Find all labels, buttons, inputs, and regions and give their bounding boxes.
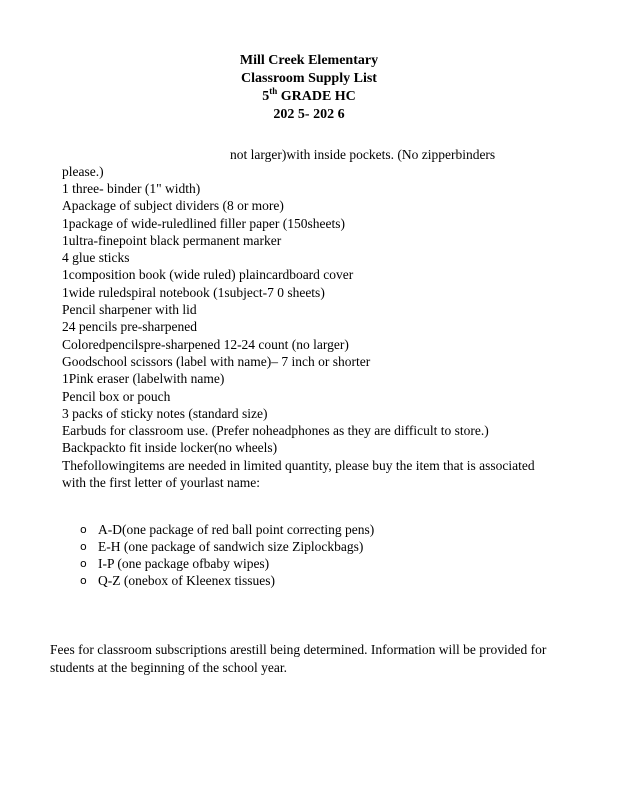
grade-text: GRADE HC	[277, 89, 356, 104]
supply-item	[0, 301, 560, 318]
circle-bullet-icon: o	[80, 540, 87, 553]
supply-item	[0, 232, 560, 249]
supply-item-text: Thefollowingitems are needed in limited quantity, please buy the item that is associated with the first letter of yourlast name:	[62, 457, 535, 491]
supply-item	[0, 249, 560, 266]
school-year: 202 5- 202 6	[273, 107, 345, 122]
supply-item-text: 1 three- binder (1" width)	[62, 181, 201, 196]
last-name-item-text: A-D(one package of red ball point correcting pens)	[98, 522, 375, 537]
grade-number: 5	[262, 89, 270, 104]
last-name-item	[0, 555, 374, 572]
supply-item	[0, 405, 560, 422]
last-name-item-text: E-H (one package of sandwich size Ziplockbags)	[98, 539, 364, 554]
fees-note: Fees for classroom subscriptions arestill being determined. Information will be provided for students at the beginning of the school year.	[50, 642, 547, 675]
supply-item-text: Goodschool scissors (label with name)– 7 inch or shorter	[62, 353, 371, 369]
supply-item	[0, 388, 560, 405]
supply-item-text: Apackage of subject dividers (8 or more)	[62, 198, 284, 214]
list-title: Classroom Supply List	[241, 71, 377, 86]
pre-text-line-2: please.)	[62, 164, 104, 179]
supply-item	[0, 197, 560, 214]
document-title	[0, 52, 618, 124]
supply-item-text: Coloredpencilspre-sharpened 12-24 count (no larger)	[62, 336, 349, 352]
circle-bullet-icon: o	[80, 523, 87, 536]
supply-item-text: Earbuds for classroom use. (Prefer noheadphones as they are difficult to store.)	[62, 423, 489, 439]
supply-item	[0, 318, 560, 335]
last-name-item-text: I-P (one package ofbaby wipes)	[98, 556, 270, 571]
supply-item-text: Pencil box or pouch	[62, 388, 171, 404]
supply-item-text: 1Pink eraser (labelwith name)	[62, 371, 225, 387]
last-name-item-list	[0, 521, 374, 589]
last-name-item	[0, 538, 374, 555]
supply-item	[0, 370, 560, 387]
supply-item-text: 1wide ruledspiral notebook (1subject-7 0 sheets)	[62, 284, 325, 300]
supply-item	[0, 215, 560, 232]
supply-item-text: Backpackto fit inside locker(no wheels)	[62, 440, 278, 456]
supply-item	[0, 180, 560, 197]
supply-item-text: 3 packs of sticky notes (standard size)	[62, 405, 268, 421]
supply-item-text: 4 glue sticks	[62, 250, 130, 266]
grade-line	[0, 88, 618, 106]
supply-item	[0, 353, 560, 370]
supply-list	[0, 180, 560, 491]
pre-text-line-1: not larger)with inside pockets. (No zipperbinders	[230, 147, 496, 162]
supply-item	[0, 284, 560, 301]
supply-item	[0, 422, 560, 439]
supply-item	[0, 457, 560, 492]
supply-item	[0, 439, 560, 456]
last-name-item	[0, 521, 374, 538]
supply-item-text: 24 pencils pre-sharpened	[62, 319, 197, 335]
supply-item-text: 1ultra-finepoint black permanent marker	[62, 232, 282, 248]
supply-item	[0, 266, 560, 283]
supply-item-text: 1composition book (wide ruled) plaincardboard cover	[62, 267, 354, 283]
last-name-item	[0, 572, 374, 589]
school-name: Mill Creek Elementary	[239, 53, 379, 68]
supply-item	[0, 336, 560, 353]
last-name-item-text: Q-Z (onebox of Kleenex tissues)	[98, 573, 275, 588]
circle-bullet-icon: o	[80, 557, 87, 570]
grade-suffix: th	[269, 86, 278, 96]
supply-item-text: Pencil sharpener with lid	[62, 302, 197, 318]
circle-bullet-icon: o	[80, 574, 87, 587]
supply-item-text: 1package of wide-ruledlined filler paper (150sheets)	[62, 215, 346, 231]
